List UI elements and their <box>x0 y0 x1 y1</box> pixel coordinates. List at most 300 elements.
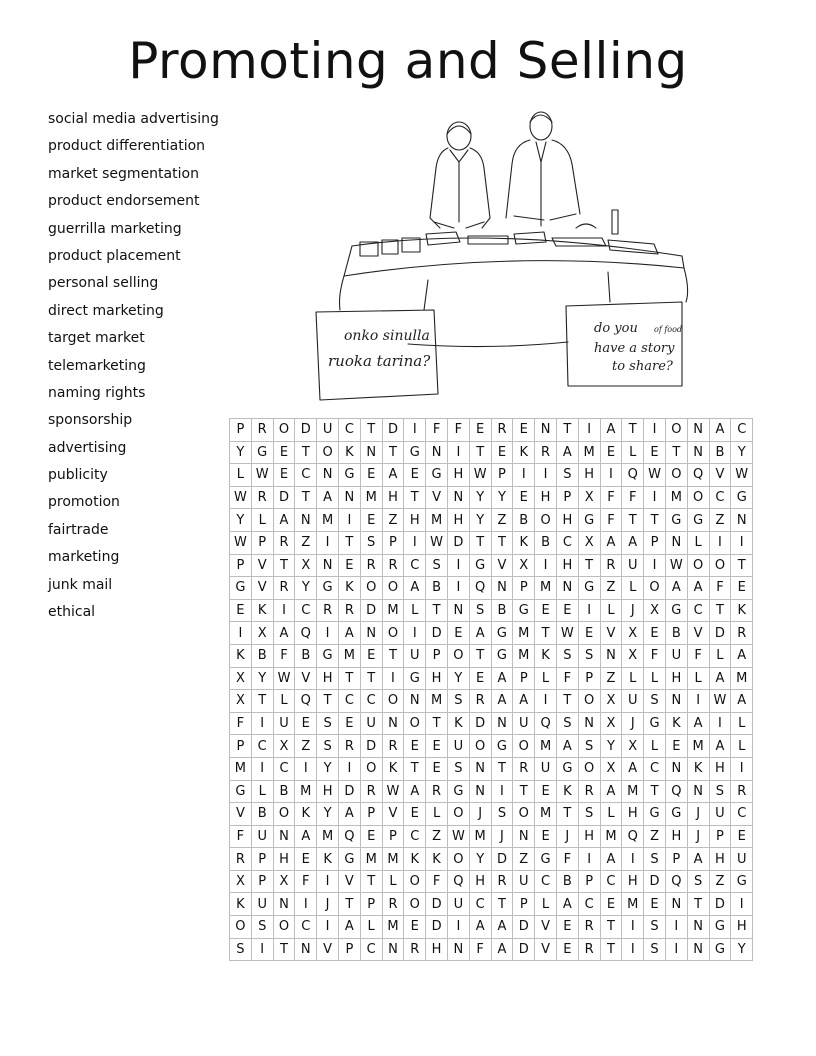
grid-cell: N <box>687 441 709 464</box>
grid-cell: G <box>317 577 339 600</box>
grid-cell: T <box>360 419 382 442</box>
grid-cell: R <box>251 486 273 509</box>
grid-cell: C <box>404 825 426 848</box>
grid-cell: H <box>578 464 600 487</box>
grid-cell: O <box>360 577 382 600</box>
grid-cell: I <box>251 712 273 735</box>
grid-cell: O <box>578 757 600 780</box>
grid-cell: D <box>709 622 731 645</box>
grid-row <box>230 531 753 554</box>
grid-cell: S <box>317 712 339 735</box>
grid-cell: Y <box>317 757 339 780</box>
grid-cell: E <box>360 825 382 848</box>
grid-cell: U <box>251 825 273 848</box>
grid-cell: G <box>665 509 687 532</box>
grid-cell: R <box>360 780 382 803</box>
grid-cell: E <box>360 509 382 532</box>
grid-cell: H <box>578 825 600 848</box>
grid-cell: T <box>338 667 360 690</box>
grid-row <box>230 464 753 487</box>
grid-cell: D <box>338 780 360 803</box>
grid-cell: I <box>491 780 513 803</box>
grid-cell: S <box>644 690 666 713</box>
grid-cell: T <box>622 509 644 532</box>
grid-cell: G <box>578 509 600 532</box>
grid-cell: L <box>644 735 666 758</box>
grid-cell: P <box>578 667 600 690</box>
grid-cell: I <box>382 667 404 690</box>
grid-cell: A <box>404 780 426 803</box>
grid-cell: W <box>382 780 404 803</box>
word-list-item: advertising <box>48 439 127 456</box>
grid-cell: K <box>251 599 273 622</box>
grid-row <box>230 644 753 667</box>
grid-cell: F <box>230 825 252 848</box>
grid-cell: C <box>578 893 600 916</box>
grid-cell: N <box>665 690 687 713</box>
grid-cell: N <box>317 554 339 577</box>
grid-cell: E <box>731 577 753 600</box>
word-list-item: social media advertising <box>48 111 219 127</box>
grid-cell: M <box>360 848 382 871</box>
grid-cell: U <box>513 870 535 893</box>
grid-cell: A <box>600 419 622 442</box>
grid-cell: W <box>665 554 687 577</box>
grid-cell: F <box>426 870 448 893</box>
grid-cell: K <box>447 712 469 735</box>
grid-cell: P <box>251 870 273 893</box>
grid-row <box>230 848 753 871</box>
grid-cell: O <box>317 441 339 464</box>
grid-cell: V <box>230 803 252 826</box>
grid-cell: L <box>731 735 753 758</box>
grid-cell: G <box>447 780 469 803</box>
word-list-item: personal selling <box>48 275 159 292</box>
grid-cell: M <box>360 486 382 509</box>
grid-cell: T <box>295 441 317 464</box>
grid-cell: U <box>513 712 535 735</box>
grid-cell: U <box>535 757 557 780</box>
grid-cell: I <box>644 419 666 442</box>
grid-cell: V <box>687 622 709 645</box>
grid-cell: A <box>556 735 578 758</box>
word-search-grid <box>229 418 753 961</box>
grid-cell: T <box>360 667 382 690</box>
grid-cell: F <box>447 419 469 442</box>
grid-cell: H <box>404 509 426 532</box>
grid-cell: I <box>513 464 535 487</box>
grid-cell: T <box>338 893 360 916</box>
grid-cell: F <box>687 644 709 667</box>
grid-cell: L <box>687 531 709 554</box>
grid-cell: E <box>469 419 491 442</box>
grid-cell: M <box>665 486 687 509</box>
grid-cell: S <box>556 464 578 487</box>
grid-cell: N <box>295 938 317 961</box>
grid-cell: U <box>360 712 382 735</box>
grid-cell: J <box>317 893 339 916</box>
grid-cell: K <box>535 644 557 667</box>
grid-cell: R <box>382 735 404 758</box>
grid-cell: N <box>447 938 469 961</box>
grid-cell: R <box>273 577 295 600</box>
grid-row <box>230 599 753 622</box>
grid-cell: I <box>317 870 339 893</box>
grid-cell: K <box>338 577 360 600</box>
grid-cell: M <box>731 667 753 690</box>
grid-cell: J <box>469 803 491 826</box>
grid-cell: P <box>513 577 535 600</box>
grid-cell: I <box>644 554 666 577</box>
grid-cell: X <box>295 554 317 577</box>
grid-cell: A <box>338 803 360 826</box>
grid-cell: D <box>513 938 535 961</box>
grid-cell: T <box>491 893 513 916</box>
grid-cell: A <box>556 441 578 464</box>
grid-cell: H <box>426 938 448 961</box>
grid-cell: H <box>273 848 295 871</box>
grid-cell: G <box>491 735 513 758</box>
grid-cell: F <box>600 509 622 532</box>
grid-cell: Q <box>535 712 557 735</box>
grid-cell: L <box>600 599 622 622</box>
grid-cell: M <box>469 825 491 848</box>
grid-cell: T <box>535 622 557 645</box>
grid-cell: N <box>556 577 578 600</box>
grid-cell: X <box>230 690 252 713</box>
grid-cell: T <box>295 486 317 509</box>
grid-cell: A <box>709 735 731 758</box>
grid-cell: L <box>404 599 426 622</box>
grid-cell: L <box>709 644 731 667</box>
grid-cell: N <box>687 780 709 803</box>
grid-cell: N <box>665 757 687 780</box>
grid-cell: O <box>513 803 535 826</box>
grid-cell: C <box>338 419 360 442</box>
grid-cell: T <box>426 712 448 735</box>
grid-cell: O <box>687 486 709 509</box>
grid-cell: I <box>731 893 753 916</box>
grid-cell: W <box>644 464 666 487</box>
grid-cell: E <box>360 464 382 487</box>
grid-cell: Z <box>382 509 404 532</box>
grid-cell: G <box>338 464 360 487</box>
grid-cell: L <box>251 780 273 803</box>
grid-cell: F <box>622 486 644 509</box>
grid-cell: O <box>469 735 491 758</box>
grid-cell: J <box>622 712 644 735</box>
grid-cell: I <box>317 622 339 645</box>
grid-cell: O <box>382 577 404 600</box>
grid-cell: C <box>295 916 317 939</box>
grid-cell: R <box>251 419 273 442</box>
grid-cell: L <box>535 667 557 690</box>
grid-cell: N <box>317 464 339 487</box>
grid-cell: N <box>447 486 469 509</box>
grid-cell: I <box>665 916 687 939</box>
grid-cell: N <box>535 419 557 442</box>
right-sign-line-1: do you <box>594 321 638 336</box>
grid-cell: R <box>338 735 360 758</box>
grid-cell: K <box>731 599 753 622</box>
grid-cell: V <box>426 486 448 509</box>
market-stall-illustration <box>308 104 698 404</box>
grid-cell: E <box>273 441 295 464</box>
grid-cell: S <box>644 916 666 939</box>
grid-cell: Z <box>709 870 731 893</box>
grid-cell: S <box>251 916 273 939</box>
grid-cell: P <box>513 667 535 690</box>
grid-cell: M <box>535 803 557 826</box>
grid-cell: O <box>644 577 666 600</box>
grid-cell: S <box>491 803 513 826</box>
grid-cell: R <box>731 780 753 803</box>
grid-cell: R <box>491 870 513 893</box>
grid-cell: N <box>687 938 709 961</box>
grid-cell: C <box>338 690 360 713</box>
word-list-item: marketing <box>48 549 120 566</box>
grid-cell: R <box>273 531 295 554</box>
grid-cell: I <box>447 916 469 939</box>
grid-cell: I <box>404 531 426 554</box>
grid-cell: V <box>251 554 273 577</box>
grid-cell: H <box>709 757 731 780</box>
grid-cell: P <box>251 848 273 871</box>
grid-cell: M <box>622 780 644 803</box>
grid-cell: S <box>644 938 666 961</box>
grid-cell: A <box>665 577 687 600</box>
grid-cell: E <box>556 938 578 961</box>
grid-cell: G <box>251 441 273 464</box>
grid-cell: X <box>578 531 600 554</box>
grid-cell: W <box>230 531 252 554</box>
grid-cell: I <box>709 712 731 735</box>
grid-cell: S <box>447 757 469 780</box>
word-list-item: target market <box>48 330 145 347</box>
grid-cell: F <box>295 870 317 893</box>
grid-cell: U <box>731 848 753 871</box>
grid-row <box>230 712 753 735</box>
grid-cell: F <box>273 644 295 667</box>
grid-cell: E <box>338 712 360 735</box>
grid-row <box>230 577 753 600</box>
grid-cell: B <box>295 644 317 667</box>
grid-cell: A <box>687 577 709 600</box>
grid-cell: R <box>426 780 448 803</box>
grid-cell: X <box>513 554 535 577</box>
grid-cell: P <box>230 735 252 758</box>
grid-cell: Y <box>600 735 622 758</box>
grid-cell: J <box>622 599 644 622</box>
grid-cell: L <box>644 667 666 690</box>
grid-cell: G <box>731 870 753 893</box>
grid-cell: I <box>404 622 426 645</box>
grid-row <box>230 870 753 893</box>
grid-cell: E <box>600 893 622 916</box>
grid-cell: C <box>731 419 753 442</box>
grid-cell: Z <box>600 667 622 690</box>
grid-cell: L <box>622 441 644 464</box>
grid-cell: Z <box>426 825 448 848</box>
grid-cell: G <box>230 780 252 803</box>
grid-cell: L <box>731 712 753 735</box>
grid-cell: T <box>251 690 273 713</box>
grid-cell: T <box>469 644 491 667</box>
grid-cell: N <box>731 509 753 532</box>
grid-cell: H <box>382 486 404 509</box>
grid-cell: D <box>426 893 448 916</box>
grid-cell: T <box>469 441 491 464</box>
grid-cell: R <box>731 622 753 645</box>
grid-cell: S <box>317 735 339 758</box>
grid-cell: R <box>600 554 622 577</box>
grid-cell: L <box>622 667 644 690</box>
grid-cell: L <box>535 893 557 916</box>
grid-cell: G <box>709 938 731 961</box>
grid-cell: L <box>230 464 252 487</box>
grid-cell: T <box>687 893 709 916</box>
grid-cell: X <box>273 870 295 893</box>
grid-cell: X <box>251 622 273 645</box>
grid-cell: A <box>338 622 360 645</box>
grid-cell: A <box>687 848 709 871</box>
grid-row <box>230 622 753 645</box>
grid-cell: R <box>360 554 382 577</box>
grid-cell: I <box>447 441 469 464</box>
grid-cell: L <box>273 690 295 713</box>
grid-cell: G <box>426 464 448 487</box>
grid-cell: E <box>731 825 753 848</box>
grid-cell: F <box>556 848 578 871</box>
grid-cell: B <box>426 577 448 600</box>
grid-row <box>230 486 753 509</box>
grid-cell: E <box>273 464 295 487</box>
word-list-item: naming rights <box>48 384 146 401</box>
grid-cell: T <box>491 757 513 780</box>
grid-cell: B <box>709 441 731 464</box>
grid-cell: I <box>404 419 426 442</box>
grid-cell: Z <box>513 848 535 871</box>
grid-cell: E <box>535 825 557 848</box>
word-list-item: publicity <box>48 467 108 484</box>
grid-cell: N <box>382 712 404 735</box>
grid-row <box>230 938 753 961</box>
grid-cell: M <box>382 848 404 871</box>
grid-cell: O <box>447 848 469 871</box>
grid-cell: E <box>535 780 557 803</box>
grid-cell: Q <box>447 870 469 893</box>
grid-cell: Q <box>338 825 360 848</box>
grid-cell: G <box>556 757 578 780</box>
grid-cell: N <box>404 690 426 713</box>
grid-cell: U <box>447 735 469 758</box>
grid-cell: C <box>469 893 491 916</box>
grid-row <box>230 509 753 532</box>
grid-cell: A <box>491 938 513 961</box>
grid-cell: E <box>644 441 666 464</box>
grid-cell: P <box>230 554 252 577</box>
grid-cell: N <box>469 757 491 780</box>
grid-row <box>230 893 753 916</box>
grid-cell: E <box>644 893 666 916</box>
grid-cell: H <box>622 803 644 826</box>
grid-cell: I <box>251 938 273 961</box>
grid-cell: R <box>382 554 404 577</box>
grid-cell: O <box>447 644 469 667</box>
grid-cell: D <box>360 599 382 622</box>
grid-cell: J <box>556 825 578 848</box>
grid-cell: J <box>687 803 709 826</box>
grid-cell: D <box>644 870 666 893</box>
grid-cell: I <box>622 916 644 939</box>
grid-cell: K <box>404 848 426 871</box>
grid-cell: X <box>578 486 600 509</box>
grid-cell: R <box>404 938 426 961</box>
grid-cell: O <box>230 916 252 939</box>
grid-cell: V <box>535 916 557 939</box>
grid-cell: O <box>535 509 557 532</box>
word-list-item: guerrilla marketing <box>48 220 182 237</box>
page-title: Promoting and Selling <box>128 32 688 90</box>
grid-cell: L <box>426 803 448 826</box>
grid-cell: F <box>469 938 491 961</box>
grid-cell: T <box>273 938 295 961</box>
grid-cell: A <box>491 690 513 713</box>
grid-cell: G <box>665 599 687 622</box>
grid-cell: U <box>251 893 273 916</box>
grid-cell: L <box>600 803 622 826</box>
grid-row <box>230 667 753 690</box>
grid-cell: I <box>665 938 687 961</box>
grid-cell: T <box>404 757 426 780</box>
grid-cell: J <box>491 825 513 848</box>
right-sign-line-3: to share? <box>612 359 673 374</box>
grid-cell: M <box>513 622 535 645</box>
grid-cell: V <box>535 938 557 961</box>
grid-cell: H <box>556 554 578 577</box>
grid-cell: A <box>338 916 360 939</box>
grid-cell: K <box>338 441 360 464</box>
grid-cell: N <box>665 531 687 554</box>
grid-cell: N <box>578 712 600 735</box>
grid-cell: A <box>273 509 295 532</box>
grid-row <box>230 735 753 758</box>
grid-cell: M <box>513 644 535 667</box>
grid-cell: C <box>295 599 317 622</box>
grid-cell: G <box>230 577 252 600</box>
grid-cell: D <box>491 848 513 871</box>
grid-cell: A <box>622 531 644 554</box>
grid-cell: Y <box>731 938 753 961</box>
grid-cell: T <box>382 441 404 464</box>
grid-cell: E <box>404 464 426 487</box>
grid-cell: I <box>447 577 469 600</box>
grid-cell: T <box>513 780 535 803</box>
grid-cell: V <box>317 938 339 961</box>
grid-cell: M <box>230 757 252 780</box>
grid-cell: I <box>578 848 600 871</box>
grid-cell: P <box>382 531 404 554</box>
grid-cell: C <box>360 938 382 961</box>
grid-cell: D <box>469 712 491 735</box>
grid-cell: N <box>491 577 513 600</box>
grid-cell: I <box>447 554 469 577</box>
grid-cell: U <box>665 644 687 667</box>
grid-cell: R <box>469 690 491 713</box>
grid-cell: Z <box>295 531 317 554</box>
grid-cell: U <box>317 419 339 442</box>
grid-cell: P <box>338 938 360 961</box>
